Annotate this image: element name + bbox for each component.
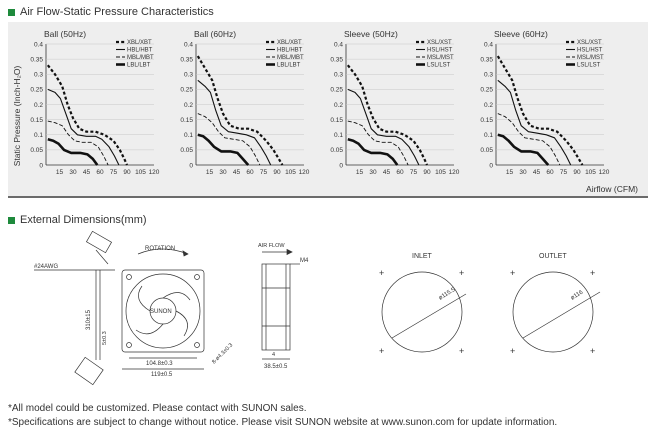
chart4-xtick-label: 60 (546, 169, 554, 176)
chart2-legend-label: XBL/XBT (277, 40, 302, 47)
chart1-legend-label: MBL/MBT (127, 55, 154, 62)
outlet-diameter-label: ø116 (569, 289, 585, 302)
chart4-ytick-label: 0.3 (483, 71, 493, 79)
chart4-title: Sleeve (60Hz) (494, 29, 548, 39)
depth-label: 38.5±0.5 (264, 364, 288, 370)
screw-label: M4 (300, 258, 309, 264)
footnote-customize: *All model could be customized. Please contact with SUNON sales. (8, 403, 307, 414)
chart3-xtick-label: 30 (369, 169, 377, 176)
chart3-xtick-label: 120 (448, 169, 460, 176)
chart3-xtick-label: 45 (382, 169, 391, 176)
chart4-xtick-label: 30 (519, 169, 527, 176)
chart3-ytick-label: 0.15 (330, 116, 343, 124)
side-width-label: 4 (272, 352, 276, 358)
bullet-square-icon (8, 9, 15, 16)
chart4-ytick-label: 0.25 (480, 86, 493, 94)
chart1-ytick-label: 0.35 (30, 56, 43, 64)
chart1-ytick-label: 0.4 (33, 41, 43, 49)
chart4-legend-label: XSL/XST (577, 40, 602, 47)
chart1-xtick-label: 90 (123, 169, 131, 176)
chart4-xtick-label: 120 (598, 169, 610, 176)
wire-length-label: 310±15 (86, 310, 92, 330)
footnote-specs: *Specifications are subject to change without notice. Please visit SUNON website at www.sunon.com for update information. (8, 417, 558, 428)
chart4-ytick-label: 0.15 (480, 116, 493, 124)
chart3-legend-label: HSL/HST (427, 47, 453, 54)
chart4-legend-label: LSL/LST (577, 62, 601, 69)
chart1-xtick-label: 75 (109, 169, 118, 176)
chart3-xtick-label: 105 (435, 169, 446, 176)
chart1-ytick-label: 0.05 (30, 147, 43, 155)
chart2-legend-label: LBL/LBT (277, 62, 301, 69)
chart2-xtick-label: 105 (285, 169, 296, 176)
chart1-legend-label: XBL/XBT (127, 40, 152, 47)
chart2-ytick-label: 0.35 (180, 56, 193, 64)
chart3-ytick-label: 0.3 (333, 71, 343, 79)
chart1-xtick-label: 15 (55, 169, 64, 176)
chart2-series-line (198, 56, 283, 165)
chart4-xtick-label: 105 (585, 169, 596, 176)
chart4-xtick-label: 15 (505, 169, 514, 176)
chart4-xtick-label: 75 (559, 169, 568, 176)
outlet-view (510, 253, 600, 356)
chart3-title: Sleeve (50Hz) (344, 29, 398, 39)
y-axis-label-wrap (10, 22, 24, 196)
y-axis-label: Static Pressure (Inch-H₂O) (12, 65, 22, 167)
chart3-ytick-label: 0.25 (330, 86, 343, 94)
wire-gauge-label: #24AWG (34, 264, 59, 270)
airflow-section-heading (8, 6, 214, 18)
chart2-ytick-label: 0.25 (180, 86, 193, 94)
chart2-xtick-label: 90 (273, 169, 281, 176)
dimension-drawing (0, 230, 656, 400)
chart2-legend-label: MBL/MBT (277, 55, 304, 62)
chart3-ytick-label: 0.4 (333, 41, 343, 49)
chart3-ytick-label: 0.35 (330, 56, 343, 64)
chart2-ytick-label: 0.3 (183, 71, 193, 79)
chart1-series-line (48, 139, 98, 165)
chart4-legend-label: HSL/HST (577, 47, 603, 54)
inlet-view (379, 253, 466, 356)
plus-mark-icon: + (510, 268, 516, 278)
chart1-xtick-label: 45 (82, 169, 91, 176)
bullet-square-icon (8, 217, 15, 224)
chart1-ytick-label: 0.2 (33, 101, 43, 109)
chart1-ytick-label: 0.25 (30, 86, 43, 94)
chart3-series-line (348, 139, 398, 165)
inlet-diameter-label: ø115.5 (437, 286, 457, 302)
chart4-ytick-label: 0.05 (480, 147, 493, 155)
chart1-title: Ball (50Hz) (44, 29, 87, 39)
chart4-ytick-label: 0.1 (483, 132, 493, 140)
overall-width-label: 119±0.5 (151, 372, 173, 378)
chart1-ytick-label: 0 (39, 162, 43, 170)
chart1-ytick-label: 0.3 (33, 71, 43, 79)
chart2-title: Ball (60Hz) (194, 29, 237, 39)
chart4-xtick-label: 45 (532, 169, 541, 176)
chart4-ytick-label: 0.35 (480, 56, 493, 64)
chart4-legend-label: MSL/MST (577, 55, 604, 62)
chart1-legend-label: HBL/HBT (127, 47, 153, 54)
chart2-xtick-label: 30 (219, 169, 227, 176)
chart2-xtick-label: 120 (298, 169, 310, 176)
plus-mark-icon: + (590, 346, 596, 356)
chart3-ytick-label: 0.05 (330, 147, 343, 155)
chart3-ytick-label: 0 (339, 162, 343, 170)
hole-diameter-label: 8-ø4.3±0.3 (211, 342, 235, 366)
chart2-xtick-label: 60 (246, 169, 254, 176)
plus-mark-icon: + (379, 346, 385, 356)
chart3-ytick-label: 0.1 (333, 132, 343, 140)
hole-spacing-label: 104.8±0.3 (146, 361, 173, 367)
chart1-ytick-label: 0.15 (30, 116, 43, 124)
chart1-xtick-label: 60 (96, 169, 104, 176)
plus-mark-icon: + (510, 346, 516, 356)
chart2-ytick-label: 0 (189, 162, 193, 170)
chart4-series-line (498, 56, 583, 165)
chart2-ytick-label: 0.05 (180, 147, 193, 155)
dims-section-title: External Dimensions(mm) (20, 214, 147, 226)
chart1-xtick-label: 105 (135, 169, 146, 176)
brand-label: SUNON (150, 309, 172, 315)
chart3-legend-label: MSL/MST (427, 55, 454, 62)
chart3-xtick-label: 75 (409, 169, 418, 176)
connector-sketch (34, 231, 115, 384)
chart3-xtick-label: 90 (423, 169, 431, 176)
chart2-xtick-label: 15 (205, 169, 214, 176)
chart2-ytick-label: 0.2 (183, 101, 193, 109)
chart2-ytick-label: 0.4 (183, 41, 193, 49)
chart3-ytick-label: 0.2 (333, 101, 343, 109)
chart1-legend-label: LBL/LBT (127, 62, 151, 69)
chart3-legend-label: XSL/XST (427, 40, 452, 47)
chart4-ytick-label: 0.2 (483, 101, 493, 109)
chart2-xtick-label: 75 (259, 169, 268, 176)
plus-mark-icon: + (379, 268, 385, 278)
chart1-xtick-label: 120 (148, 169, 160, 176)
x-axis-label: Airflow (CFM) (586, 184, 638, 194)
chart1-ytick-label: 0.1 (33, 132, 43, 140)
airflow-arrow-label: AIR FLOW (258, 243, 285, 249)
fan-front-view (122, 246, 234, 378)
chart3-legend-label: LSL/LST (427, 62, 451, 69)
airflow-chart-panel (8, 22, 648, 198)
rotation-label: ROTATION (145, 246, 176, 252)
plus-mark-icon: + (459, 268, 465, 278)
chart1-xtick-label: 30 (69, 169, 77, 176)
chart4-ytick-label: 0.4 (483, 41, 493, 49)
inlet-title: INLET (412, 253, 432, 260)
lead-length-label: 5±0.3 (102, 331, 108, 345)
chart2-ytick-label: 0.1 (183, 132, 193, 140)
chart2-legend-label: HBL/HBT (277, 47, 303, 54)
dims-section-heading (8, 214, 147, 226)
airflow-charts (8, 22, 648, 196)
fan-side-view (258, 243, 309, 370)
plus-mark-icon: + (590, 268, 596, 278)
outlet-title: OUTLET (539, 253, 567, 260)
airflow-section-title: Air Flow-Static Pressure Characteristics (20, 6, 214, 18)
chart3-xtick-label: 15 (355, 169, 364, 176)
chart4-xtick-label: 90 (573, 169, 581, 176)
chart4-ytick-label: 0 (489, 162, 493, 170)
plus-mark-icon: + (459, 346, 465, 356)
chart3-xtick-label: 60 (396, 169, 404, 176)
chart2-xtick-label: 45 (232, 169, 241, 176)
chart2-ytick-label: 0.15 (180, 116, 193, 124)
